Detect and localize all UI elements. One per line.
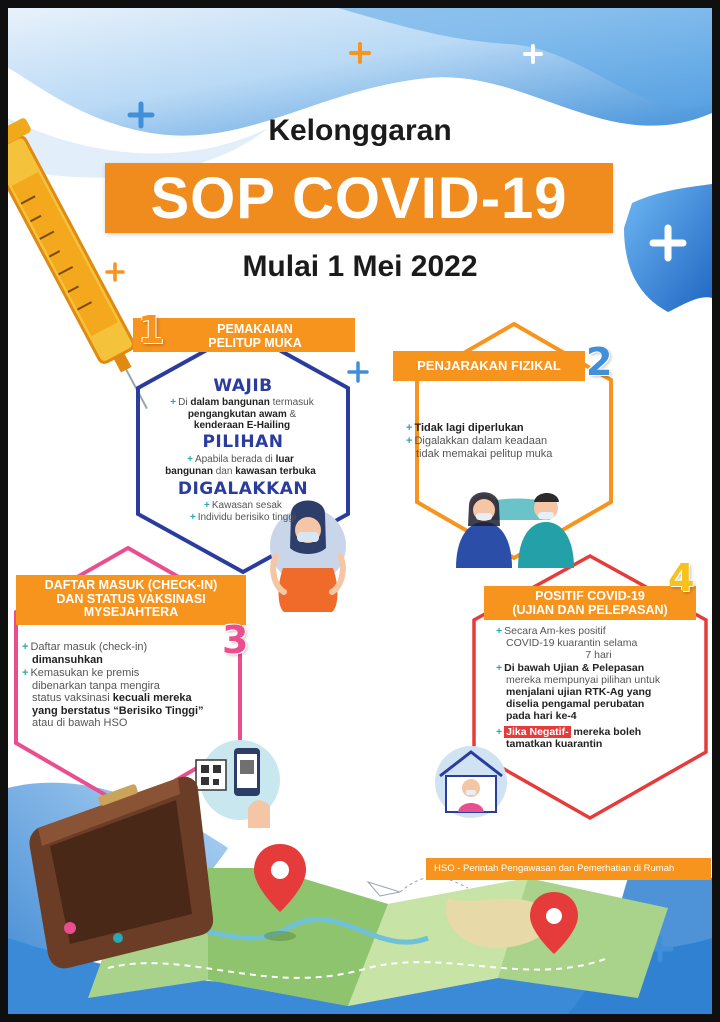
section3-list [22,641,237,730]
section3-tag-line3: MYSEJAHTERA [83,605,179,619]
list-item: + Kemasukan ke premis dibenarkan tanpa mengira status vaksinasi kecuali mereka yang berstatus “Berisiko Tinggi” atau di bawah HSO [22,667,204,729]
page-title: SOP COVID-19 [150,165,568,231]
list-item: + Di bawah Ujian & Pelepasan mereka mempunyai pilihan untuk menjalani ujian RTK-Ag yang diselia pengamal perubatan pada hari ke-4 [496,662,661,722]
section4-number: 4 [668,556,695,600]
section3-number: 3 [222,618,249,662]
section2-number: 2 [586,340,613,384]
section4-tag [484,586,696,620]
section2-tag: PENJARAKAN FIZIKAL [393,351,585,381]
list-item: + Tidak lagi diperlukan [406,422,524,434]
section1-tag-line1: PEMAKAIAN [217,322,293,336]
section4-list [496,625,701,750]
effective-date: Mulai 1 Mei 2022 [242,250,478,283]
wajib-heading: WAJIB [213,376,273,396]
list-item: + Digalakkan dalam keadaan tidak memakai pelitup muka [406,435,553,460]
section1-tag-line2: PELITUP MUKA [208,335,302,350]
list-item: + Secara Am-kes positif COVID-19 kuarantin selama 7 hari [496,625,638,661]
section4-tag-line2: (UJIAN DAN PELEPASAN) [512,602,668,617]
negative-result-badge: Jika Negatif- [506,726,569,738]
list-item: + Individu berisiko tinggi [189,511,297,523]
title-banner [105,163,613,233]
hso-footnote: HSO - Perintah Pengawasan dan Pemerhatian di Rumah [426,858,711,880]
home-quarantine-icon [435,746,507,818]
section1-tag [133,318,355,352]
shield-plus-icon [624,184,712,312]
list-item: + Kawasan sesak [204,500,282,511]
section3-tag [16,575,246,625]
list-item: + Daftar masuk (check-in) dimansuhkan [22,641,148,666]
section4-tag-line1: POSITIF COVID-19 [535,589,645,603]
pilihan-body: + Apabila berada di luar bangunan dan kawasan terbuka [165,454,316,477]
digalakkan-heading: DIGALAKKAN [177,479,309,499]
infographic-poster [8,8,712,1014]
digalakkan-list [158,500,328,523]
kicker-text: Kelonggaran [268,114,452,147]
wajib-body: + Di dalam bangunan termasuk pengangkutan awam & kenderaan E-Hailing [170,397,314,431]
section3-tag-line2: DAN STATUS VAKSINASI [56,591,206,606]
qr-phone-icon [196,740,280,828]
section2-list [406,422,606,461]
pilihan-heading: PILIHAN [202,432,284,452]
section3-tag-line1: DAFTAR MASUK (CHECK-IN) [44,578,218,592]
list-item: + Jika Negatif- mereka boleh tamatkan kuarantin [496,726,642,750]
section1-number: 1 [138,308,165,352]
